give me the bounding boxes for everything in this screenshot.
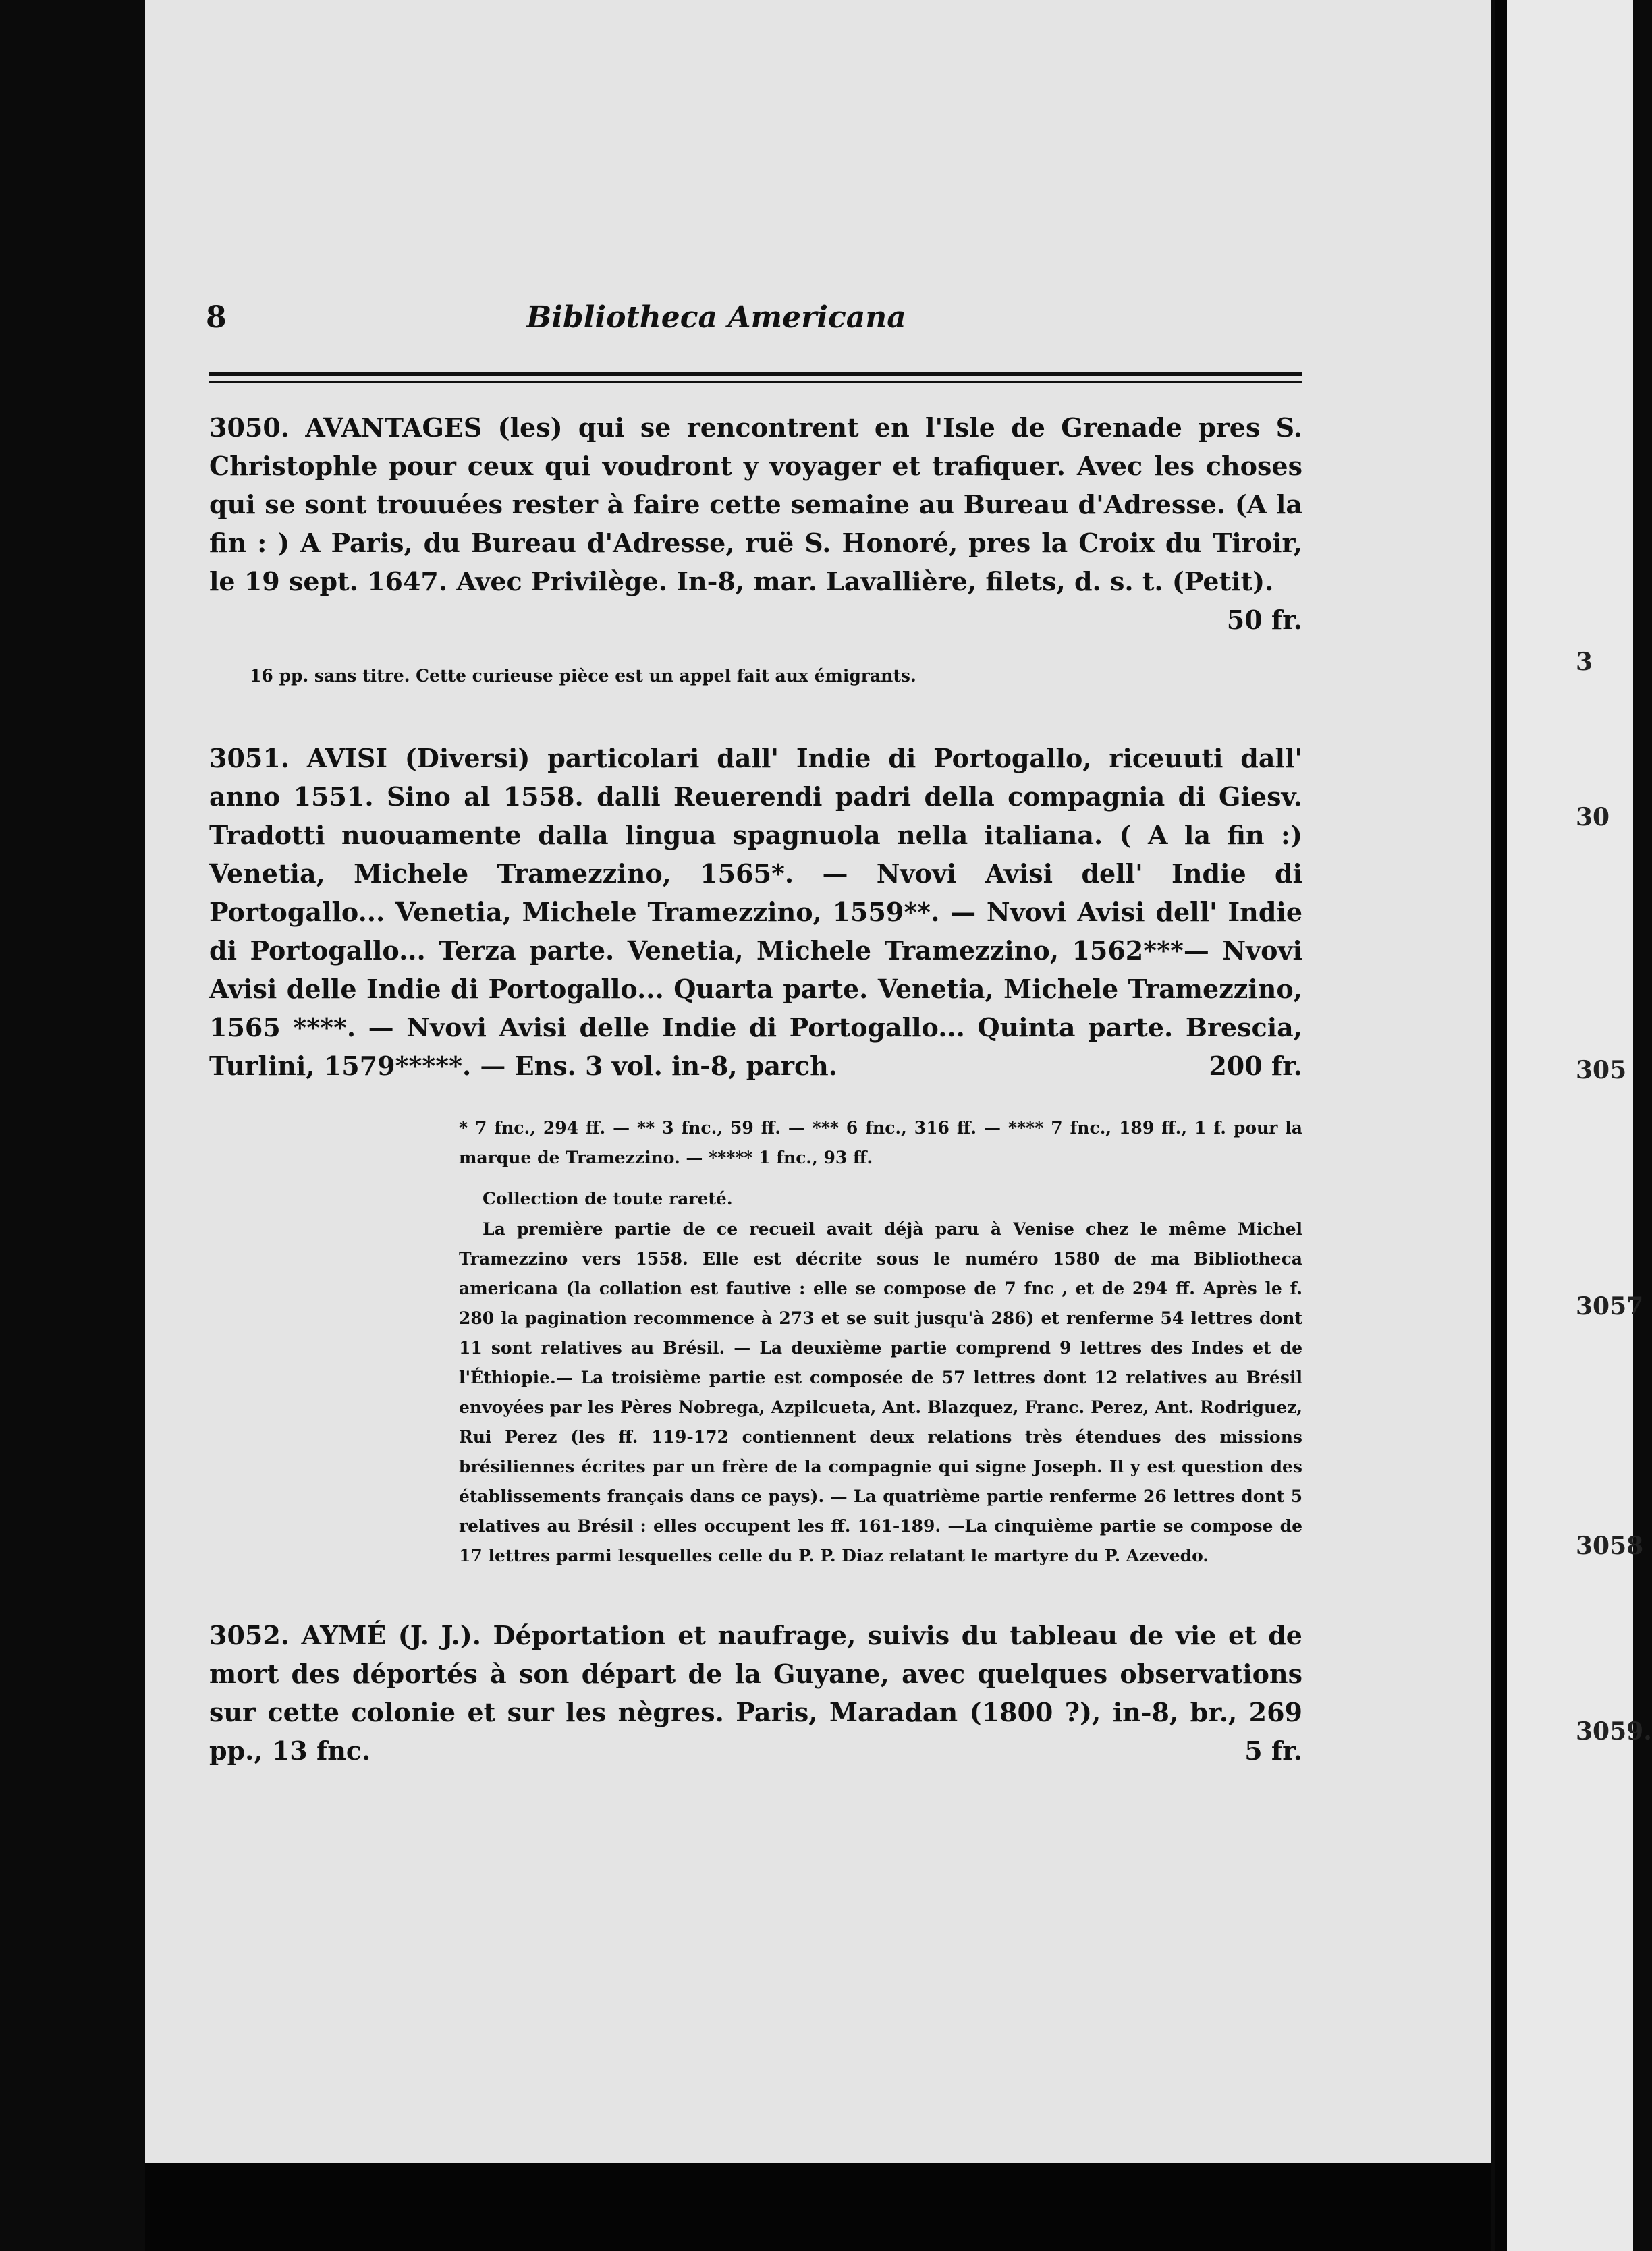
- catalog-entry-3050: [209, 408, 1302, 639]
- page-gutter: [1495, 0, 1507, 2251]
- entry-price: 5 fr.: [1244, 1735, 1302, 1766]
- header-rule-thin: [209, 381, 1302, 383]
- adjacent-entry-number: 30: [1576, 803, 1610, 831]
- page-bottom-edge: [145, 2163, 1491, 2251]
- adjacent-entry-number: 3: [1576, 648, 1593, 676]
- entry-price: 50 fr.: [1226, 605, 1302, 635]
- catalog-entry-3051: [209, 739, 1302, 1085]
- entry-price: 200 fr.: [1209, 1051, 1302, 1081]
- adjacent-page-strip: [1495, 0, 1652, 2251]
- adjacent-entry-number: 3057: [1576, 1292, 1644, 1321]
- entry-text: AVISI (Diversi) particolari dall' Indie di Portogallo, riceuuti dall' anno 1551. Sino al 1558. dalli Reuerendi padri della compagnia di Giesv. Tradotti nuouamente dalla lingua spagnuola nella italiana. ( A la fin :) Venetia, Michele Tramezzino, 1565*. — Nvovi Avisi dell' Indie di Portogallo... Venetia, Michele Tramezzino, 1559**. — Nvovi Avisi dell' Indie di Portogallo... Terza parte. Venetia, Michele Tramezzino, 1562***— Nvovi Avisi delle Indie di Portogallo... Quarta parte. Venetia, Michele Tramezzino, 1565 ****. — Nvovi Avisi delle Indie di Portogallo... Quinta parte. Brescia, Turlini, 1579*****. — Ens. 3 vol. in-8, parch.: [209, 743, 1302, 1081]
- entry-note: 16 pp. sans titre. Cette curieuse pièce est un appel fait aux émigrants.: [250, 666, 916, 686]
- adjacent-entry-number: 3058: [1576, 1532, 1644, 1560]
- header-rule: [209, 372, 1302, 376]
- page-number: 8: [206, 300, 227, 335]
- entry-note-description: La première partie de ce recueil avait déjà paru à Venise chez le même Michel Tramezzino vers 1558. Elle est décrite sous le numéro 1580 de ma Bibliotheca americana (la collation est fautive : elle se compose de 7 fnc , et de 294 ff. Après le f. 280 la pagination recommence à 273 et se suit jusqu'à 286) et renferme 54 lettres dont 11 sont relatives au Brésil. — La deuxième partie comprend 9 lettres des Indes et de l'Éthiopie.— La troisième partie est composée de 57 lettres dont 12 relatives au Brésil envoyées par les Pères Nobrega, Azpilcueta, Ant. Blazquez, Franc. Perez, Ant. Rodriguez, Rui Perez (les ff. 119-172 contiennent deux relations très étendues des missions brésiliennes écrites par un frère de la compagnie qui signe Joseph. Il y est question des établissements français dans ce pays). — La quatrième partie renferme 26 lettres dont 5 relatives au Brésil : elles occupent les ff. 161-189. —La cinquième partie se compose de 17 lettres parmi lesquelles celle du P. P. Diaz relatant le martyre du P. Azevedo.: [459, 1219, 1302, 1565]
- entry-number: 3050.: [209, 412, 290, 443]
- adjacent-entry-number: 305: [1576, 1056, 1627, 1084]
- entry-text: AVANTAGES (les) qui se rencontrent en l'Isle de Grenade pres S. Christophle pour ceux qui voudront y voyager et trafiquer. Avec les choses qui se sont trouuées rester à faire cette semaine au Bureau d'Adresse. (A la fin : ) A Paris, du Bureau d'Adresse, ruë S. Honoré, pres la Croix du Tiroir, le 19 sept. 1647. Avec Privilège. In-8, mar. Lavallière, filets, d. s. t. (Petit).: [209, 412, 1302, 596]
- running-head: Bibliotheca Americana: [526, 300, 906, 335]
- catalog-entry-3052: [209, 1616, 1302, 1770]
- entry-note-collation: * 7 fnc., 294 ff. — ** 3 fnc., 59 ff. — *** 6 fnc., 316 ff. — **** 7 fnc., 189 ff., 1 f. pour la marque de Tramezzino. — ***** 1 fnc., 93 ff.: [459, 1118, 1302, 1167]
- entry-number: 3052.: [209, 1620, 290, 1650]
- entry-text: AYMÉ (J. J.). Déportation et naufrage, suivis du tableau de vie et de mort des déportés à son départ de la Guyane, avec quelques observations sur cette colonie et sur les nègres. Paris, Maradan (1800 ?), in-8, br., 269 pp., 13 fnc.: [209, 1620, 1302, 1766]
- adjacent-entry-number: 3059.: [1576, 1717, 1652, 1746]
- entry-number: 3051.: [209, 743, 290, 773]
- entry-note-rarity: Collection de toute rareté.: [483, 1189, 733, 1208]
